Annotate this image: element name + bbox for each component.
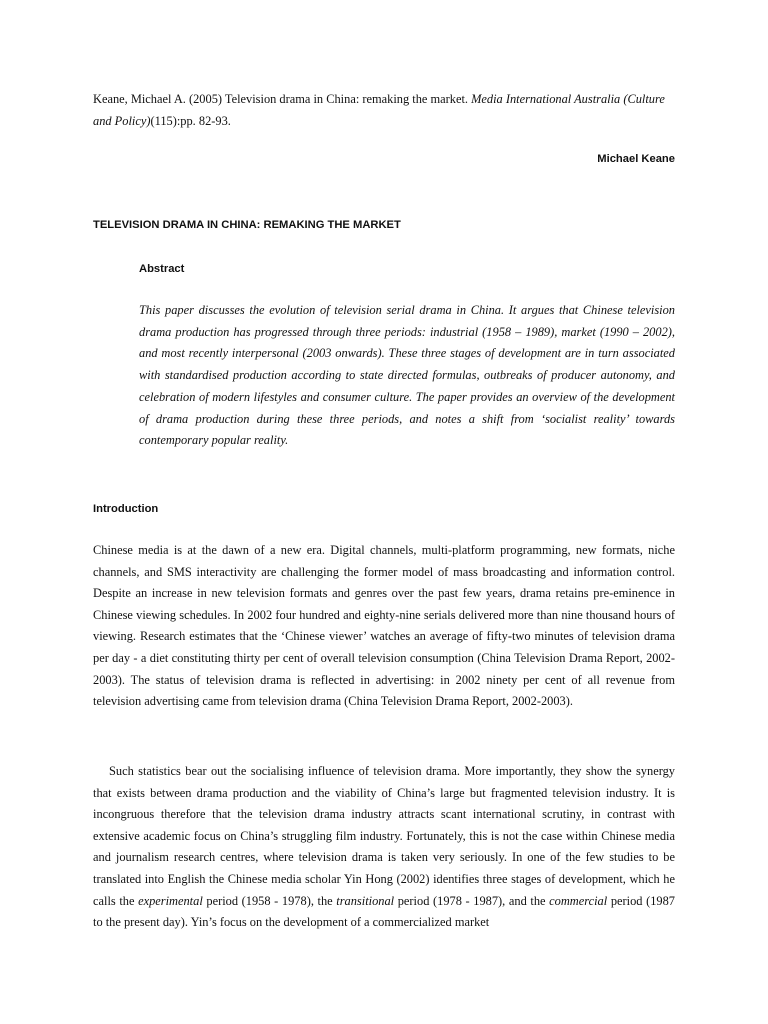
paragraph-2-part-1: Such statistics bear out the socialising influence of television drama. More importantly, they show the synergy that exists between drama production and the viability of China’s large but fragmented television industry. It is incongruous therefore that the television drama industry attracts scant international scrutiny, in contrast with extensive academic focus on China’s struggling film industry. Fortunately, this is not the case within Chinese media and journalism research centres, where television drama is taken very seriously. In one of the few studies to be translated into English the Chinese media scholar Yin Hong (2002) identifies three stages of development, which he calls the (93, 764, 675, 908)
abstract-heading: Abstract (139, 263, 185, 275)
term-transitional: transitional (336, 893, 395, 908)
paragraph-2-part-2: period (1958 - 1978), the (202, 893, 337, 908)
introduction-heading: Introduction (93, 503, 159, 515)
abstract-body: This paper discusses the evolution of television serial drama in China. It argues that Chinese television drama production has progressed through three periods: industrial (1958 – 1989), market (1990 – 2002), and most recently interpersonal (2003 onwards). These three stages of development are in turn associated with standardised production according to state directed formulas, outbreaks of producer autonomy, and celebration of modern lifestyles and consumer culture. The paper provides an overview of the development of drama production during these three periods, and notes a shift from ‘socialist reality’ towards contemporary popular reality. (139, 303, 675, 448)
term-experimental: experimental (138, 893, 203, 908)
citation-journal: Media International Australia (Culture and Policy) (93, 92, 665, 128)
author-name: Michael Keane (597, 153, 675, 165)
paragraph-2-part-4: period (1987 to the present day). Yin’s focus on the development of a commercialized market (93, 893, 675, 930)
citation-tail: (115):pp. 82-93. (150, 114, 231, 128)
term-commercial: commercial (549, 893, 608, 908)
introduction-paragraph-2 (93, 761, 675, 934)
paragraph-2-part-3: period (1978 - 1987), and the (394, 893, 550, 908)
paper-title: TELEVISION DRAMA IN CHINA: REMAKING THE MARKET (93, 219, 401, 231)
citation-lead: Keane, Michael A. (2005) Television drama in China: remaking the market. (93, 92, 472, 106)
introduction-paragraph-1: Chinese media is at the dawn of a new era. Digital channels, multi-platform programming, new formats, niche channels, and SMS interactivity are challenging the former model of mass broadcasting and information control. Despite an increase in new television formats and genres over the past few years, drama retains pre-eminence in Chinese viewing schedules. In 2002 four hundred and eighty-nine serials delivered more than nine thousand hours of viewing. Research estimates that the ‘Chinese viewer’ watches an average of fifty-two minutes of television drama per day - a diet constituting thirty per cent of overall television consumption (China Television Drama Report, 2002-2003). The status of television drama is reflected in advertising: in 2002 ninety per cent of all revenue from television advertising came from television drama (China Television Drama Report, 2002-2003). (93, 543, 675, 709)
citation (93, 88, 675, 132)
